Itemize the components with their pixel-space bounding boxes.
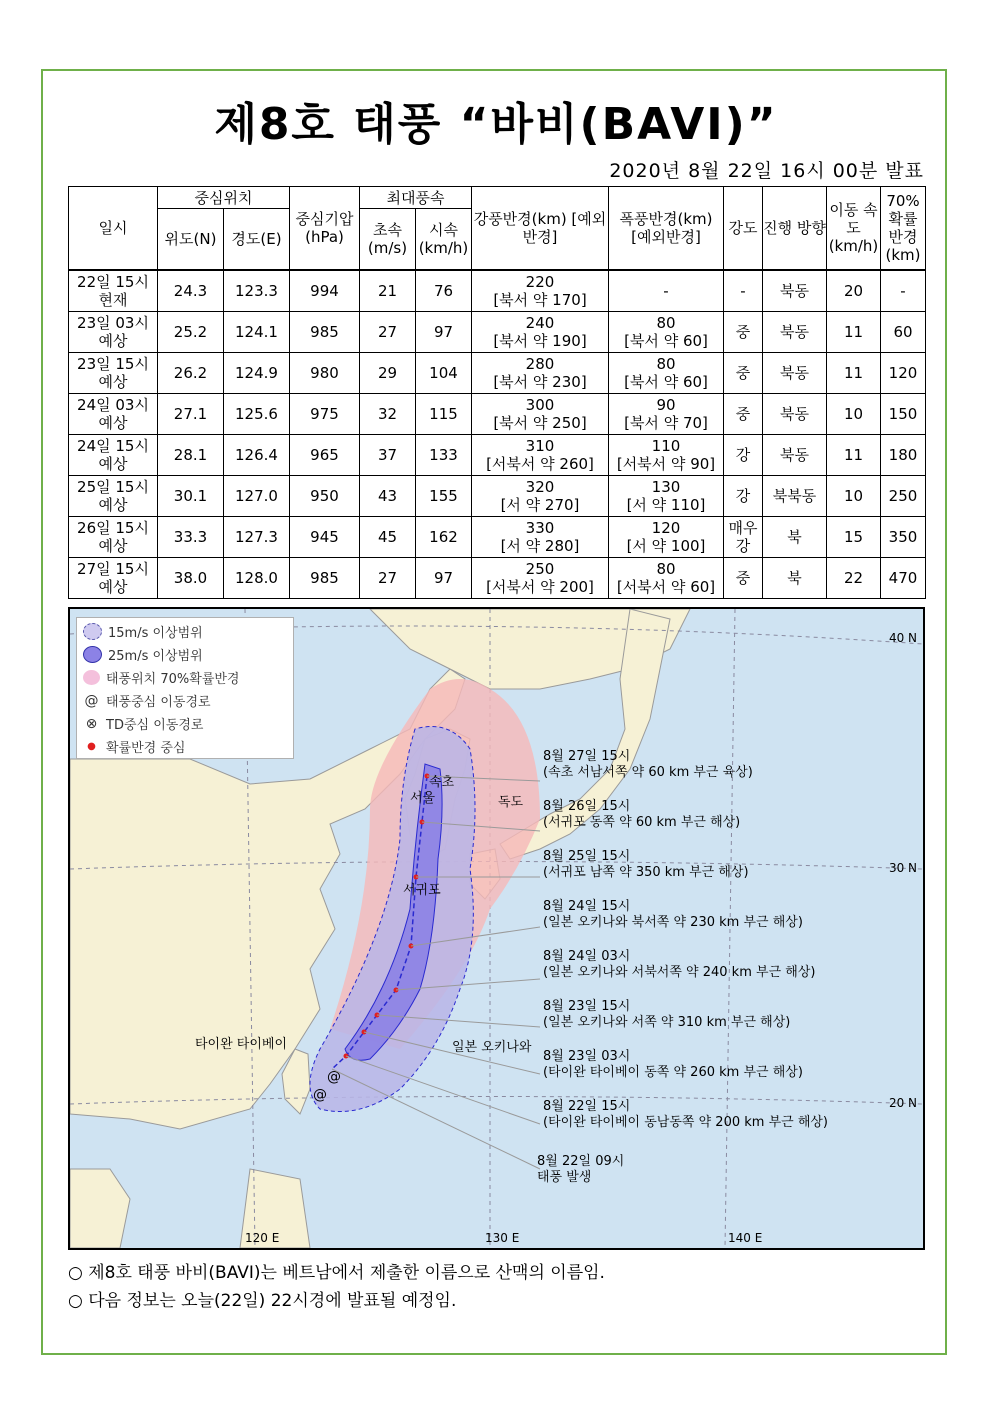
note-line: ○ 다음 정보는 오늘(22일) 22시경에 발표될 예정임. — [68, 1291, 457, 1311]
lat-label-30: 30 N — [888, 861, 917, 875]
table-row — [69, 558, 926, 599]
time-status: 예상 — [98, 373, 128, 391]
table-row — [69, 312, 926, 353]
table-row — [69, 270, 926, 312]
legend-prob-icon — [83, 670, 100, 685]
table-row — [69, 435, 926, 476]
annotation: 8월 22일 09시 태풍 발생 — [537, 1154, 625, 1185]
strong-radius: 320 — [525, 478, 555, 496]
intensity-cell: - — [724, 270, 763, 312]
lat-cell: 27.1 — [158, 394, 224, 435]
strong-radius: 240 — [525, 314, 555, 332]
prob-center-icon: ● — [87, 741, 96, 752]
time-status: 예상 — [98, 332, 128, 350]
header-strong-radius: 강풍반경(km) [예외반경] — [472, 187, 609, 271]
speed-cell: 11 — [827, 435, 881, 476]
lat-cell: 26.2 — [158, 353, 224, 394]
typhoon-symbol-1: @ — [327, 1069, 341, 1085]
annotation: 8월 25일 15시 (서귀포 남쪽 약 350 km 부근 해상) — [543, 849, 749, 880]
prob-cell: 350 — [881, 517, 926, 558]
speed-cell: 20 — [827, 270, 881, 312]
strong-radius: 250 — [525, 560, 555, 578]
legend-label: 확률반경 중심 — [106, 741, 186, 756]
header-storm-radius: 폭풍반경(km) [예외반경] — [609, 187, 724, 271]
header-max-wind: 최대풍속 — [360, 187, 472, 209]
storm-radius: 80 — [656, 314, 676, 332]
wind-ms-cell: 27 — [360, 558, 416, 599]
time-status: 예상 — [98, 537, 128, 555]
lat-cell: 25.2 — [158, 312, 224, 353]
lon-cell: 127.3 — [224, 517, 290, 558]
prob-cell: 60 — [881, 312, 926, 353]
intensity-cell: 중 — [724, 394, 763, 435]
header-center: 중심위치 — [158, 187, 290, 209]
storm-radius: - — [663, 282, 669, 300]
strong-radius: 220 — [525, 273, 555, 291]
speed-cell: 10 — [827, 476, 881, 517]
issue-time: 2020년 8월 22일 16시 00분 발표 — [609, 160, 924, 182]
lat-label-40: 40 N — [888, 631, 917, 645]
time-day: 23일 15시 — [77, 355, 149, 373]
legend-label: 태풍중심 이동경로 — [106, 695, 211, 710]
wind-kmh-cell: 162 — [416, 517, 472, 558]
header-time: 일시 — [69, 187, 158, 271]
pressure-cell: 950 — [290, 476, 360, 517]
legend-label: 15m/s 이상범위 — [108, 626, 203, 641]
storm-radius: 80 — [656, 355, 676, 373]
prob-cell: 250 — [881, 476, 926, 517]
place-sokcho: 속초 — [429, 775, 455, 790]
legend-label: 태풍위치 70%확률반경 — [106, 672, 240, 687]
storm-exception: [서 약 100] — [626, 537, 706, 555]
lon-cell: 124.9 — [224, 353, 290, 394]
typhoon-icon: @ — [84, 692, 99, 709]
lat-cell: 28.1 — [158, 435, 224, 476]
lon-cell: 126.4 — [224, 435, 290, 476]
lon-cell: 127.0 — [224, 476, 290, 517]
legend-label: 25m/s 이상범위 — [108, 649, 203, 664]
header-lon: 경도(E) — [224, 209, 290, 271]
strong-radius: 280 — [525, 355, 555, 373]
time-day: 27일 15시 — [77, 560, 149, 578]
time-day: 23일 03시 — [77, 314, 149, 332]
header-prob-radius: 70% 확률 반경 (km) — [881, 187, 926, 271]
strong-exception: [서 약 280] — [500, 537, 580, 555]
strong-exception: [북서 약 230] — [493, 373, 587, 391]
storm-radius: 90 — [656, 396, 676, 414]
speed-cell: 11 — [827, 353, 881, 394]
time-status: 예상 — [98, 496, 128, 514]
table-row — [69, 394, 926, 435]
storm-exception: [서 약 110] — [626, 496, 706, 514]
header-pressure: 중심기압 (hPa) — [290, 187, 360, 271]
pressure-cell: 980 — [290, 353, 360, 394]
lon-cell: 124.1 — [224, 312, 290, 353]
direction-cell: 북 — [763, 558, 827, 599]
place-taipei: 타이완 타이베이 — [195, 1037, 288, 1052]
place-dokdo: 독도 — [498, 795, 524, 810]
legend-15ms-icon — [83, 623, 102, 640]
time-status: 예상 — [98, 414, 128, 432]
direction-cell: 북북동 — [763, 476, 827, 517]
header-wind-ms: 초속 (m/s) — [360, 209, 416, 271]
strong-exception: [북서 약 170] — [493, 291, 587, 309]
wind-ms-cell: 45 — [360, 517, 416, 558]
strong-exception: [북서 약 190] — [493, 332, 587, 350]
place-seogwipo: 서귀포 — [403, 883, 441, 898]
intensity-cell: 중 — [724, 353, 763, 394]
intensity-cell: 매우 강 — [724, 517, 763, 558]
legend-25ms-icon — [83, 646, 102, 663]
speed-cell: 22 — [827, 558, 881, 599]
time-day: 24일 15시 — [77, 437, 149, 455]
direction-cell: 북동 — [763, 270, 827, 312]
lon-label-120: 120 E — [245, 1231, 280, 1245]
place-okinawa: 일본 오키나와 — [452, 1040, 532, 1055]
strong-exception: [서 약 270] — [500, 496, 580, 514]
note-line: ○ 제8호 태풍 바비(BAVI)는 베트남에서 제출한 이름으로 산맥의 이름임. — [68, 1263, 605, 1283]
notes — [68, 1259, 605, 1315]
strong-exception: [북서 약 250] — [493, 414, 587, 432]
time-status: 예상 — [98, 455, 128, 473]
header-lat: 위도(N) — [158, 209, 224, 271]
direction-cell: 북동 — [763, 353, 827, 394]
lat-label-20: 20 N — [888, 1096, 917, 1110]
speed-cell: 11 — [827, 312, 881, 353]
time-status: 예상 — [98, 578, 128, 596]
legend-label: TD중심 이동경로 — [106, 718, 204, 733]
prob-cell: 150 — [881, 394, 926, 435]
direction-cell: 북 — [763, 517, 827, 558]
time-day: 22일 15시 — [77, 273, 149, 291]
annotation: 8월 26일 15시 (서귀포 동쪽 약 60 km 부근 해상) — [543, 799, 741, 830]
intensity-cell: 중 — [724, 312, 763, 353]
wind-ms-cell: 21 — [360, 270, 416, 312]
annotation: 8월 24일 03시 (일본 오키나와 서북서쪽 약 240 km 부근 해상) — [543, 949, 816, 980]
storm-exception: [서북서 약 60] — [616, 578, 716, 596]
intensity-cell: 강 — [724, 435, 763, 476]
wind-ms-cell: 29 — [360, 353, 416, 394]
storm-radius: 120 — [651, 519, 681, 537]
lat-cell: 30.1 — [158, 476, 224, 517]
wind-ms-cell: 27 — [360, 312, 416, 353]
lat-cell: 24.3 — [158, 270, 224, 312]
time-status: 현재 — [98, 291, 128, 309]
direction-cell: 북동 — [763, 435, 827, 476]
prob-cell: 120 — [881, 353, 926, 394]
wind-kmh-cell: 155 — [416, 476, 472, 517]
wind-kmh-cell: 115 — [416, 394, 472, 435]
lon-cell: 123.3 — [224, 270, 290, 312]
speed-cell: 10 — [827, 394, 881, 435]
wind-kmh-cell: 104 — [416, 353, 472, 394]
prob-cell: 180 — [881, 435, 926, 476]
wind-kmh-cell: 97 — [416, 558, 472, 599]
header-wind-kmh: 시속 (km/h) — [416, 209, 472, 271]
wind-kmh-cell: 97 — [416, 312, 472, 353]
table-row — [69, 517, 926, 558]
hainan-landmass — [70, 1169, 130, 1248]
annotation: 8월 22일 15시 (타이완 타이베이 동남동쪽 약 200 km 부근 해상) — [543, 1099, 829, 1130]
lon-cell: 128.0 — [224, 558, 290, 599]
map-legend — [76, 617, 294, 759]
track-map — [68, 607, 925, 1250]
page-title: 제8호 태풍 “바비(BAVI)” — [214, 99, 778, 150]
lat-cell: 38.0 — [158, 558, 224, 599]
pressure-cell: 985 — [290, 558, 360, 599]
storm-radius: 130 — [651, 478, 681, 496]
wind-kmh-cell: 133 — [416, 435, 472, 476]
pressure-cell: 975 — [290, 394, 360, 435]
header-speed: 이동 속도 (km/h) — [827, 187, 881, 271]
wind-ms-cell: 32 — [360, 394, 416, 435]
table-row — [69, 353, 926, 394]
annotation: 8월 24일 15시 (일본 오키나와 북서쪽 약 230 km 부근 해상) — [543, 899, 803, 930]
strong-exception: [서북서 약 260] — [486, 455, 594, 473]
wind-ms-cell: 43 — [360, 476, 416, 517]
strong-radius: 310 — [525, 437, 555, 455]
storm-exception: [서북서 약 90] — [616, 455, 716, 473]
td-icon: ⊗ — [85, 715, 98, 732]
lat-cell: 33.3 — [158, 517, 224, 558]
header-direction: 진행 방향 — [763, 187, 827, 271]
forecast-table — [68, 186, 926, 599]
strong-exception: [서북서 약 200] — [486, 578, 594, 596]
pressure-cell: 985 — [290, 312, 360, 353]
table-row — [69, 476, 926, 517]
annotation: 8월 27일 15시 (속초 서남서쪽 약 60 km 부근 육상) — [543, 749, 753, 780]
prob-cell: - — [881, 270, 926, 312]
pressure-cell: 965 — [290, 435, 360, 476]
storm-radius: 110 — [651, 437, 681, 455]
strong-radius: 300 — [525, 396, 555, 414]
storm-exception: [북서 약 60] — [624, 332, 708, 350]
annotation: 8월 23일 15시 (일본 오키나와 서쪽 약 310 km 부근 해상) — [543, 999, 791, 1030]
time-day: 26일 15시 — [77, 519, 149, 537]
pressure-cell: 994 — [290, 270, 360, 312]
storm-radius: 80 — [656, 560, 676, 578]
wind-kmh-cell: 76 — [416, 270, 472, 312]
place-seoul: 서울 — [410, 791, 436, 806]
direction-cell: 북동 — [763, 394, 827, 435]
storm-exception: [북서 약 70] — [624, 414, 708, 432]
intensity-cell: 강 — [724, 476, 763, 517]
time-day: 24일 03시 — [77, 396, 149, 414]
header-intensity: 강도 — [724, 187, 763, 271]
direction-cell: 북동 — [763, 312, 827, 353]
strong-radius: 330 — [525, 519, 555, 537]
speed-cell: 15 — [827, 517, 881, 558]
pressure-cell: 945 — [290, 517, 360, 558]
prob-cell: 470 — [881, 558, 926, 599]
time-day: 25일 15시 — [77, 478, 149, 496]
lon-label-140: 140 E — [728, 1231, 763, 1245]
typhoon-symbol-2: @ — [313, 1087, 327, 1103]
lon-label-130: 130 E — [485, 1231, 520, 1245]
storm-exception: [북서 약 60] — [624, 373, 708, 391]
annotation: 8월 23일 03시 (타이완 타이베이 동쪽 약 260 km 부근 해상) — [543, 1049, 803, 1080]
lon-cell: 125.6 — [224, 394, 290, 435]
intensity-cell: 중 — [724, 558, 763, 599]
wind-ms-cell: 37 — [360, 435, 416, 476]
